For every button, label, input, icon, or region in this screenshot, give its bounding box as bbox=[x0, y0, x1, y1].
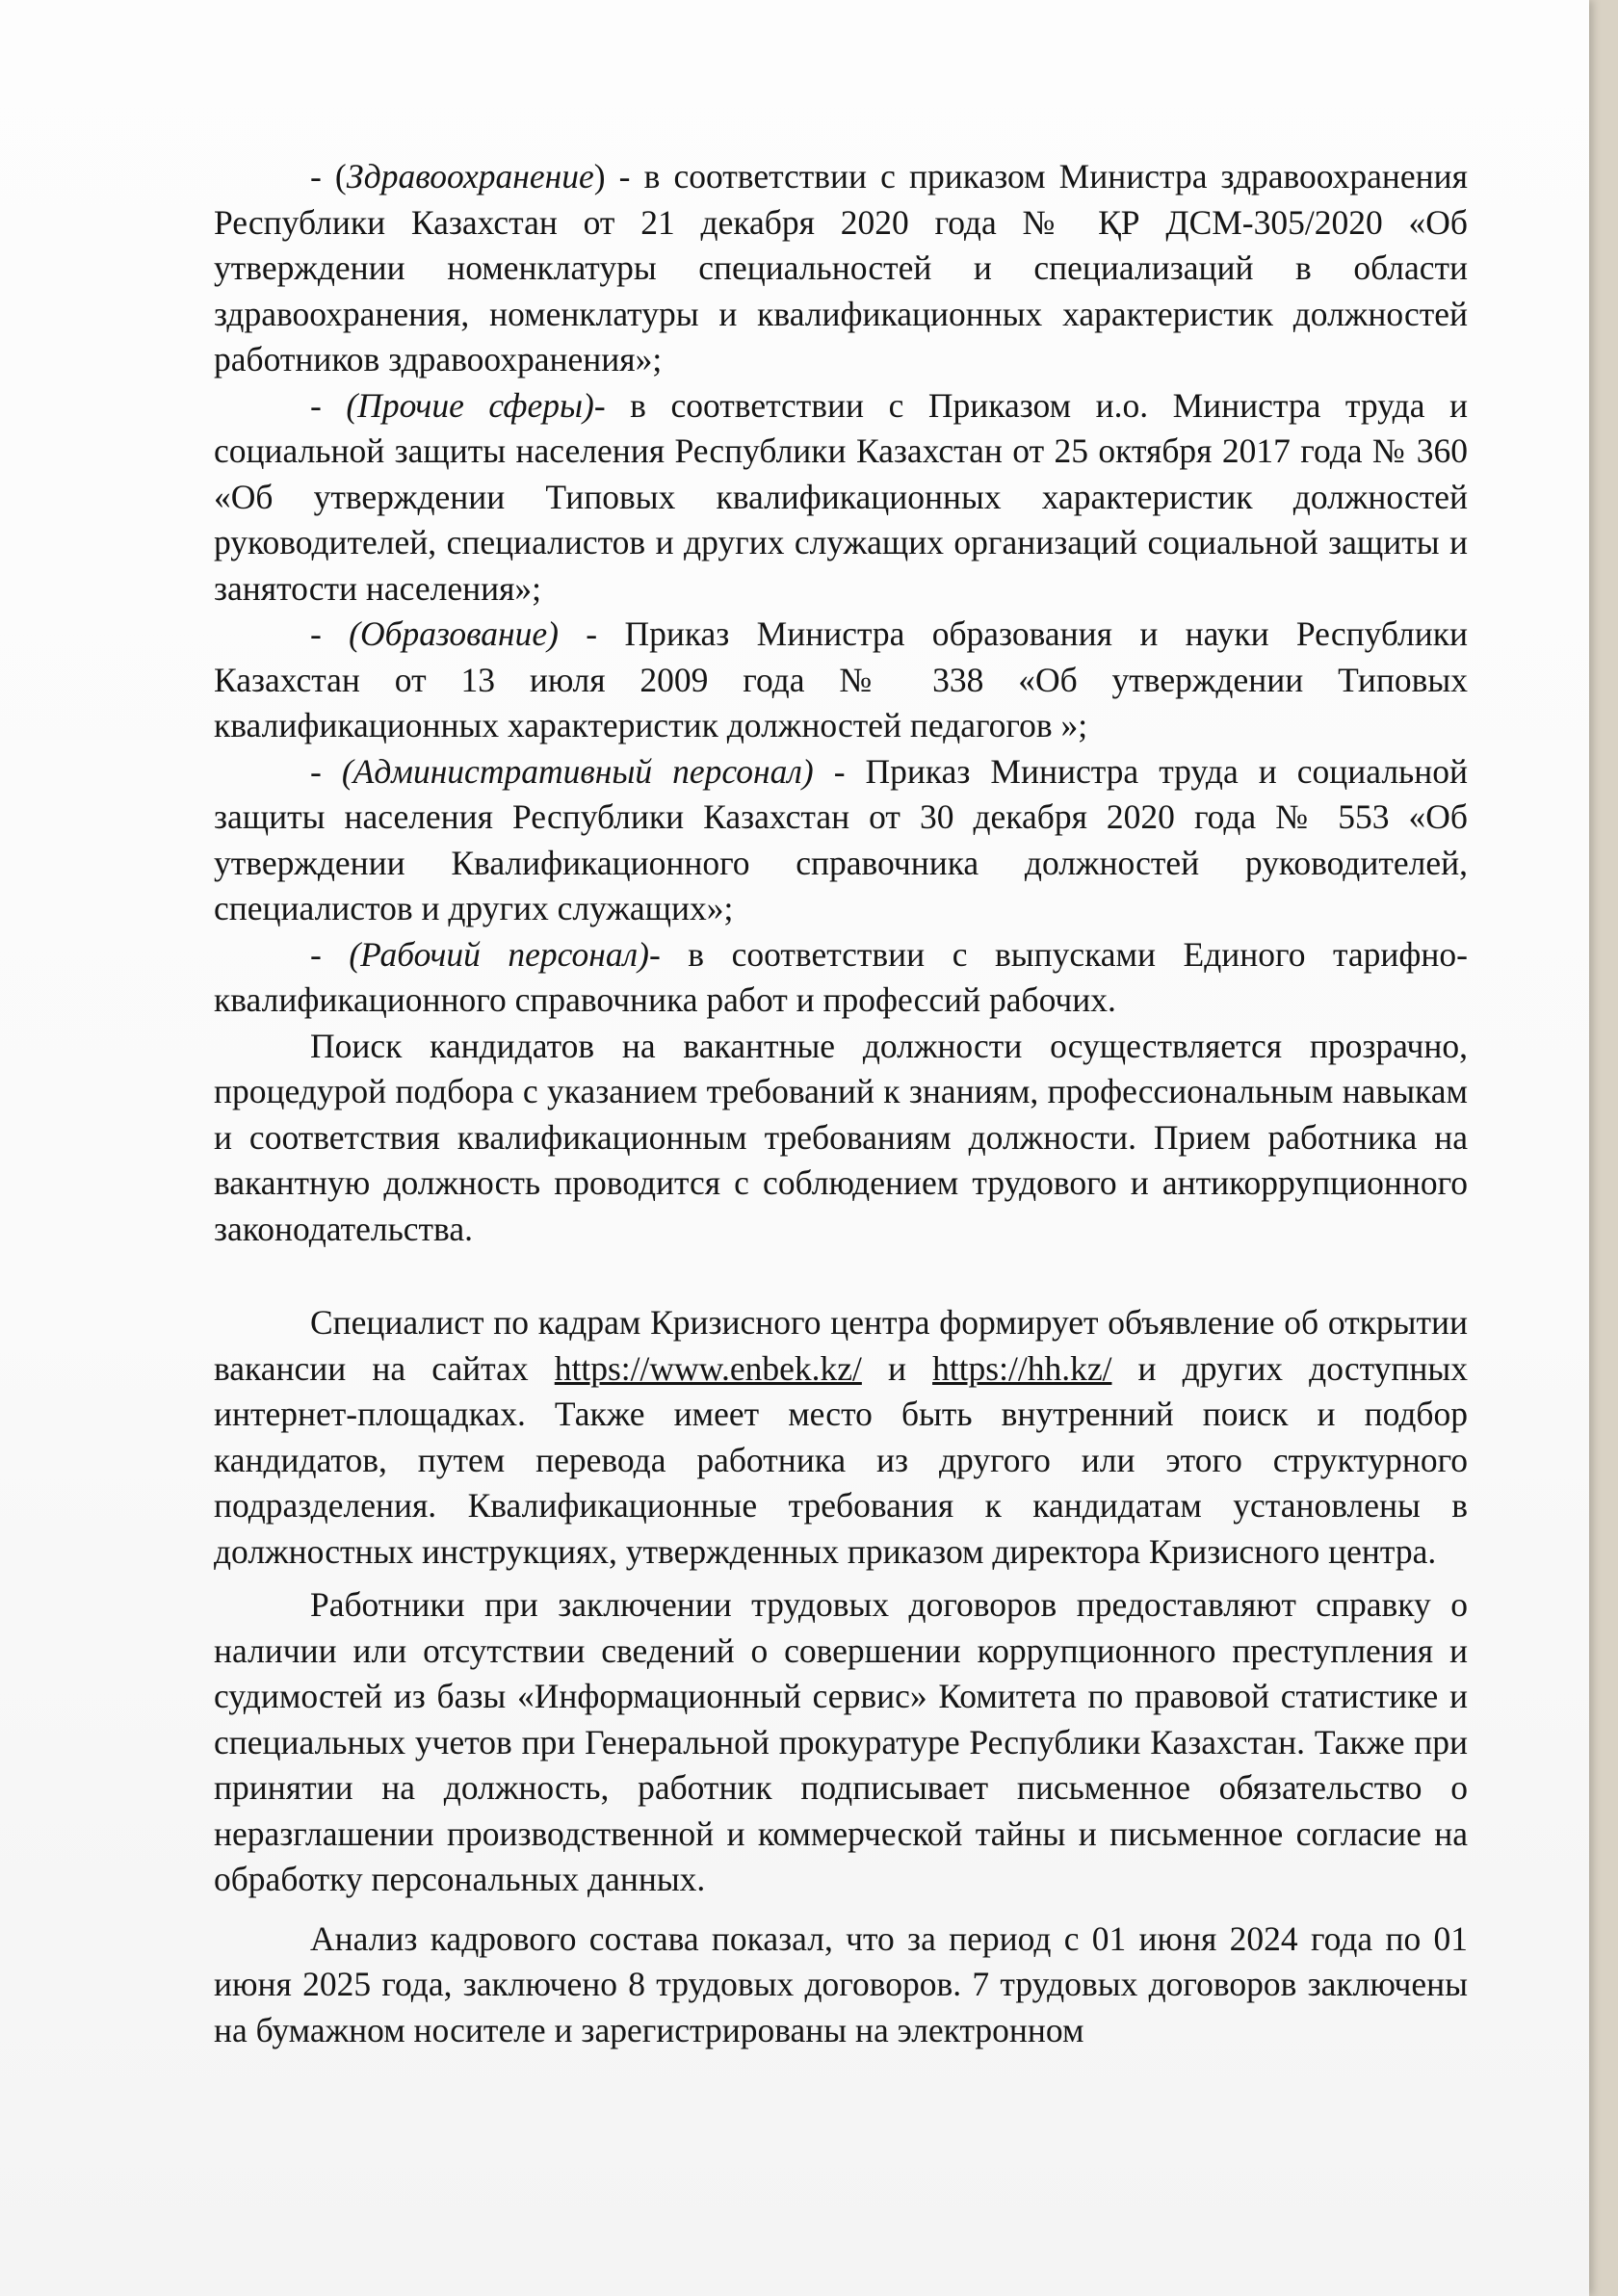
list-item-other-spheres bbox=[214, 383, 1468, 613]
list-item-education bbox=[214, 612, 1468, 749]
list-item-lead: Здравоохранение bbox=[346, 157, 594, 196]
paragraph-candidate-search: Поиск кандидатов на вакантные должности осуществляется прозрачно, процедурой подбора с указанием требований к знаниям, профессиональным навыкам и соответствия квалификационным требованиям должности. Прием работника на вакантную должность проводится с соблюдением трудового и антикоррупционного законодательства. bbox=[214, 1026, 1468, 1248]
list-item-prefix: - ( bbox=[310, 157, 347, 196]
list-item-prefix: - bbox=[310, 751, 342, 791]
list-item-prefix: - bbox=[310, 934, 350, 974]
paragraph-staff-analysis: Анализ кадрового состава показал, что за период с 01 июня 2024 года по 01 июня 2025 года, заключено 8 трудовых договоров. 7 трудовых договоров заключены на бумажном носителе и зарегистрированы на электронном bbox=[214, 1918, 1468, 2049]
list-item-text: - в соответствии с Приказом и.о. Министра труда и социальной защиты населения Республики Казахстан от 25 октября 2017 года № 360 «Об утверждении Типовых квалификационных характеристик должностей руководителей, специалистов и других служащих организаций социальной защиты и занятости населения»; bbox=[214, 385, 1469, 608]
list-item-lead: (Рабочий персонал) bbox=[349, 934, 649, 974]
paragraph-text: и других доступных интернет-площадках. Также имеет место быть внутренний поиск и подбор кандидатов, путем перевода работника из другого или этого структурного подразделения. Квалификационные требования к кандидатам установлены в должностных инструкциях, утвержденных приказом директора Кризисного центра. bbox=[214, 1348, 1469, 1571]
list-item-lead: (Образование) bbox=[349, 614, 559, 653]
list-item-lead: (Прочие сферы) bbox=[346, 385, 594, 425]
paragraph-contract-documents: Работники при заключении трудовых договоров предоставляют справку о наличии или отсутствии сведений о совершении коррупционного преступления и судимостей из базы «Информационный сервис» Комитета по правовой статистике и специальных учетов при Генеральной прокуратуре Республики Казахстан. Также при принятии на должность, работник подписывает письменное обязательство о неразглашении производственной и коммерческой тайны и письменное согласие на обработку персональных данных. bbox=[214, 1585, 1468, 1898]
list-item-text: - Приказ Министра труда и социальной защиты населения Республики Казахстан от 30 декабря 2020 года № 553 «Об утверждении Квалификационного справочника должностей руководителей, специалистов и других служащих»; bbox=[214, 751, 1468, 927]
list-item-text: - Приказ Министра образования и науки Республики Казахстан от 13 июля 2009 года № 338 «Об утверждении Типовых квалификационных характеристик должностей педагогов »; bbox=[214, 614, 1468, 744]
list-item-workers bbox=[214, 932, 1468, 1024]
paragraph-vacancy-posting bbox=[214, 1300, 1468, 1575]
list-item-prefix: - bbox=[310, 614, 350, 653]
list-item-admin-staff bbox=[214, 749, 1468, 932]
paragraph-text: и bbox=[861, 1348, 933, 1388]
list-item-text: ) - в соответствии с приказом Министра здравоохранения Республики Казахстан от 21 декабря 2020 года № ҚР ДСМ-305/2020 «Об утверждении номенклатуры специальностей и специализаций в области здравоохранения, номенклатуры и квалификационных характеристик должностей работников здравоохранения»; bbox=[214, 157, 1468, 378]
enbek-link[interactable]: https://www.enbek.kz/ bbox=[554, 1348, 862, 1388]
list-item-text: - в соответствии с выпусками Единого тарифно-квалификационного справочника работ и профессий рабочих. bbox=[214, 934, 1468, 1019]
hh-link[interactable]: https://hh.kz/ bbox=[932, 1348, 1112, 1388]
list-item-healthcare bbox=[214, 154, 1468, 383]
list-item-lead: (Административный персонал) bbox=[341, 751, 814, 791]
list-item-prefix: - bbox=[310, 385, 347, 425]
paragraph-text: Специалист по кадрам Кризисного центра формирует объявление об открытии вакансии на сайтах bbox=[214, 1303, 1468, 1388]
document-body bbox=[214, 154, 1468, 2053]
